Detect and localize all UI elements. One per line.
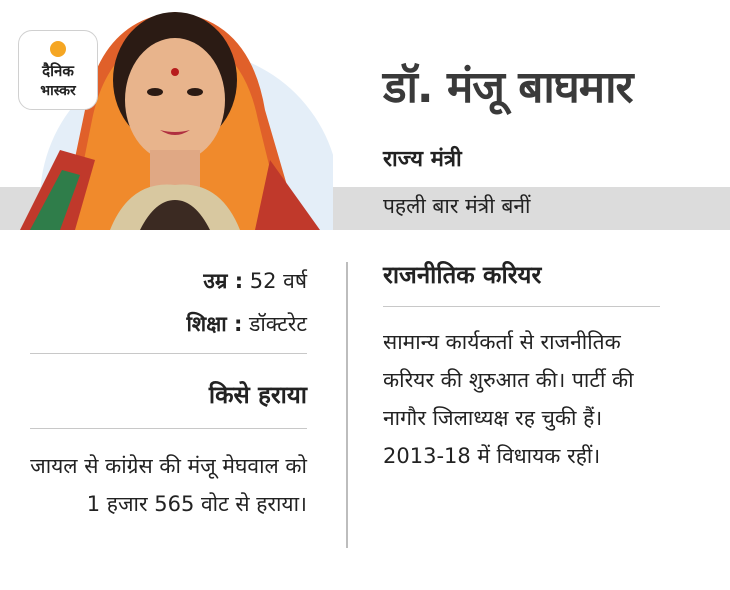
divider bbox=[30, 428, 307, 429]
education-label: शिक्षा : bbox=[186, 312, 243, 336]
dainik-bhaskar-logo bbox=[18, 30, 98, 110]
first-time-note: पहली बार मंत्री बनीं bbox=[383, 194, 531, 218]
age-value: 52 वर्ष bbox=[249, 269, 307, 293]
age-label: उम्र : bbox=[203, 269, 244, 293]
divider bbox=[383, 306, 660, 307]
role-title: राज्य मंत्री bbox=[383, 147, 462, 172]
education-value: डॉक्टरेट bbox=[249, 312, 307, 336]
person-name: डॉ. मंजू बाघमार bbox=[383, 62, 633, 113]
defeated-text: जायल से कांग्रेस की मंजू मेघवाल को 1 हजार 565 वोट से हराया। bbox=[30, 454, 307, 516]
sun-icon bbox=[50, 41, 66, 57]
logo-text-line2: भास्कर bbox=[40, 83, 76, 99]
defeated-heading: किसे हराया bbox=[208, 381, 307, 409]
logo-text-line1: दैनिक bbox=[42, 62, 74, 80]
career-text: सामान्य कार्यकर्ता से राजनीतिक करियर की शुरुआत की। पार्टी की नागौर जिलाध्यक्ष रह चुकी हैं। 2013-18 में विधायक रहीं। bbox=[383, 330, 634, 468]
age-row bbox=[203, 267, 307, 295]
divider bbox=[30, 353, 307, 354]
education-row bbox=[186, 310, 307, 338]
career-heading: राजनीतिक करियर bbox=[383, 261, 542, 289]
column-divider bbox=[346, 262, 348, 548]
